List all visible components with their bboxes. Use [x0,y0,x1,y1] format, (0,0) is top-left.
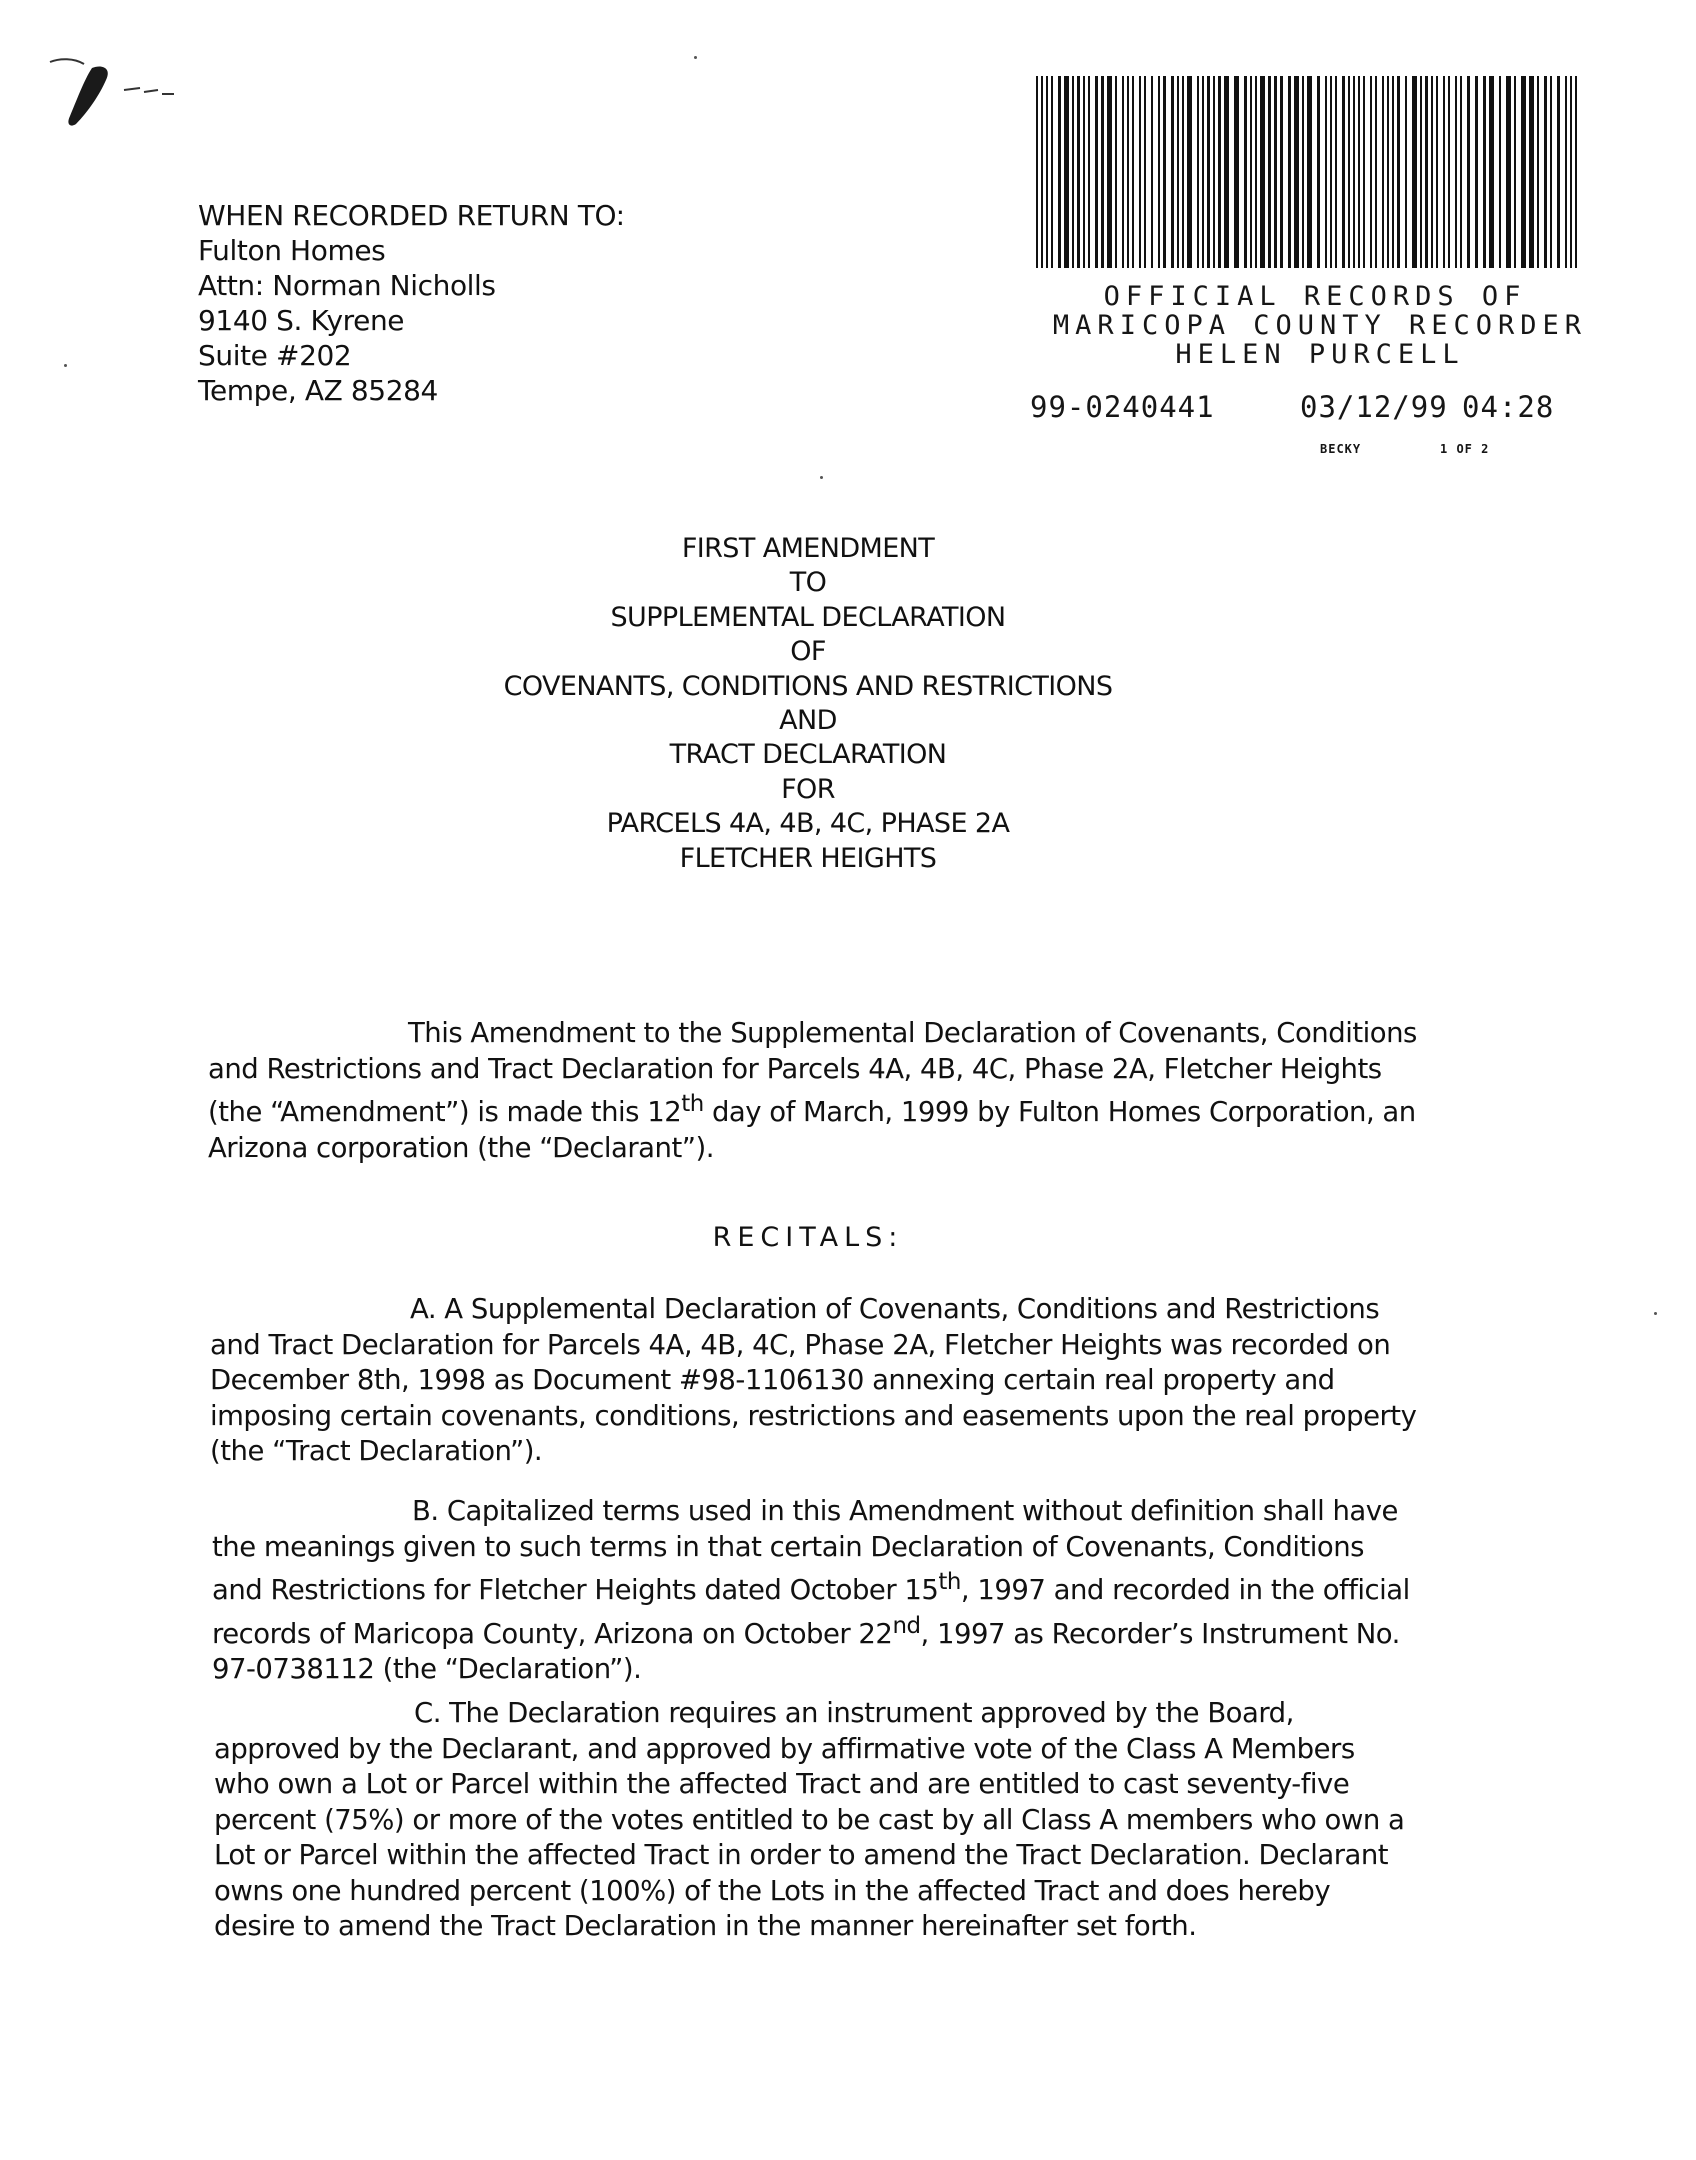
barcode-bar [1431,76,1433,268]
barcode-bar [1370,76,1372,268]
barcode-bar [1392,76,1394,268]
barcode-bar [1088,76,1090,268]
return-line: Fulton Homes [198,234,386,267]
return-line: Tempe, AZ 85284 [198,374,438,407]
clerk-name: BECKY [1320,442,1362,456]
barcode-bar [1448,76,1450,268]
barcode-bar [1358,76,1360,268]
barcode-bar [1353,76,1355,268]
barcode-bar [1213,76,1215,268]
barcode-bar [1405,76,1407,268]
return-line: 9140 S. Kyrene [198,304,405,337]
barcode-bar [1041,76,1043,268]
barcode-bar [1051,76,1053,268]
recorder-line-3: HELEN PURCELL [1175,339,1465,370]
recital-c-text: C. The Declaration requires an instrument approved by the Board, approved by the Declarant, and approved by affirmative vote of the Class A Members who own a Lot or Parcel within the affected Tract and are entitled to cast seventy-five percent (75%) or more of the votes entitled to be cast by all Class A members who own a Lot or Parcel within the affected Tract in order to amend the Tract Declaration. Declarant owns one hundred percent (100%) of the Lots in the affected Tract and does hereby desire to amend the Tract Declaration in the manner hereinafter set forth. [214,1697,1405,1942]
title-line: TO [789,567,827,599]
barcode-bar [1151,76,1153,268]
document-title [398,532,1218,876]
barcode-bar [1420,76,1422,268]
barcode-bar [1475,76,1478,268]
barcode-bar [1218,76,1221,268]
barcode-bar [1550,76,1552,268]
barcode-bar [1072,76,1074,268]
barcode-bar [1244,76,1247,268]
barcode-bar [1307,76,1312,268]
scan-speck [820,476,823,479]
barcode-bar [1250,76,1252,268]
barcode-bar [1499,76,1501,268]
barcode-bar [1557,76,1560,268]
barcode-bar [1514,76,1516,268]
barcode-bar [1234,76,1239,268]
barcode-bar [1575,76,1577,268]
barcode-bar [1483,76,1486,268]
recording-date: 03/12/99 [1300,390,1448,424]
barcode-bar [1325,76,1327,268]
scan-speck [694,56,697,59]
barcode-bar [1107,76,1112,268]
barcode-bar [1467,76,1470,268]
document-number: 99-0240441 [1030,390,1215,424]
barcode-bar [1127,76,1129,268]
barcode-bar [1544,76,1547,268]
barcode-bar [1412,76,1417,268]
title-line: SUPPLEMENTAL DECLARATION [610,601,1006,633]
barcode-bar [1197,76,1199,268]
title-line: FIRST AMENDMENT [681,533,935,564]
barcode-bar [1537,76,1539,268]
title-line: TRACT DECLARATION [669,739,947,771]
barcode-bar [1163,76,1166,268]
barcode-bar [1077,76,1080,268]
barcode-bar [1083,76,1085,268]
scan-speck [64,364,67,367]
barcode-bar [1132,76,1134,268]
barcode-bar [1460,76,1462,268]
recorder-line-1: OFFICIAL RECORDS OF [1103,281,1527,312]
title-line: PARCELS 4A, 4B, 4C, PHASE 2A [606,808,1010,840]
barcode-bar [1363,76,1365,268]
recital-b [212,1494,1418,1688]
barcode-bar [1570,76,1572,268]
barcode-bar [1207,76,1210,268]
barcode-bar [1436,76,1438,268]
barcode-bar [1036,76,1038,268]
barcode-bar [1202,76,1204,268]
intro-text-2: day of March, 1999 by Fulton Homes Corporation, an Arizona corporation (the “Declarant”). [208,1096,1416,1164]
title-line: FOR [781,773,835,805]
barcode-bar [1046,76,1048,268]
barcode-bar [1122,76,1124,268]
recital-b-text-3: , 1997 as Recorder’s Instrument No. 97-0738112 (the “Declaration”). [212,1617,1400,1686]
scan-mark-icon [40,50,180,140]
recital-b-text-1: B. Capitalized terms used in this Amendment without definition shall have the meanings given to such terms in that certain Declaration of Covenants, Conditions and Restrictions for Fletcher Heights dated October 15 [212,1495,1398,1607]
barcode-bar [1187,76,1192,268]
recorder-line-2: MARICOPA COUNTY RECORDER [1052,310,1588,341]
intro-superscript: th [681,1091,704,1117]
barcode-bar [1139,76,1141,268]
title-line: COVENANTS, CONDITIONS AND RESTRICTIONS [503,670,1113,702]
barcode-bar [1095,76,1098,268]
barcode [1034,76,1582,268]
recital-a [210,1292,1418,1470]
barcode-bar [1177,76,1179,268]
barcode-bar [1489,76,1494,268]
barcode-bar [1115,76,1117,268]
barcode-bar [1101,76,1104,268]
title-line: FLETCHER HEIGHTS [679,842,937,874]
barcode-bar [1302,76,1304,268]
barcode-bar [1171,76,1174,268]
return-heading: WHEN RECORDED RETURN TO: [198,199,625,232]
page-count: 1 OF 2 [1440,442,1490,456]
barcode-bar [1182,76,1184,268]
return-line: Suite #202 [198,339,352,372]
recording-time: 04:28 [1462,390,1555,424]
barcode-bar [1058,76,1061,268]
intro-text-1: This Amendment to the Supplemental Declaration of Covenants, Conditions and Restrictions and Tract Declaration for Parcels 4A, 4B, 4C, Phase 2A, Fletcher Heights (the “Amendment”) is made this 12 [208,1017,1417,1129]
barcode-bar [1521,76,1526,268]
recital-a-text: A. A Supplemental Declaration of Covenants, Conditions and Restrictions and Tract Declaration for Parcels 4A, 4B, 4C, Phase 2A, Fletcher Heights was recorded on December 8th, 1998 as Document #98-1106130 annexing certain real property and imposing certain covenants, conditions, restrictions and easements upon the real property (the “Tract Declaration”). [210,1293,1417,1467]
barcode-bar [1255,76,1257,268]
barcode-bar [1443,76,1445,268]
barcode-bar [1425,76,1428,268]
recital-c [214,1696,1418,1945]
barcode-bar [1529,76,1534,268]
barcode-bar [1335,76,1337,268]
barcode-bar [1294,76,1299,268]
barcode-bar [1375,76,1377,268]
barcode-bar [1288,76,1291,268]
barcode-bar [1342,76,1345,268]
barcode-bar [1268,76,1271,268]
title-line: AND [779,705,837,737]
recorder-stamp [1020,281,1620,456]
barcode-bar [1280,76,1283,268]
title-line: OF [790,636,826,668]
barcode-bar [1144,76,1146,268]
barcode-bar [1455,76,1457,268]
barcode-bar [1158,76,1160,268]
barcode-bar [1397,76,1400,268]
barcode-bar [1260,76,1265,268]
barcode-bar [1330,76,1332,268]
recitals-heading: RECITALS: [712,1222,904,1253]
recital-b-text-2: , 1997 and recorded in the official records of Maricopa County, Arizona on October 22 [212,1574,1410,1650]
barcode-bar [1506,76,1511,268]
barcode-bar [1064,76,1069,268]
scan-speck [1654,1312,1657,1315]
recital-b-superscript-1: th [938,1569,961,1595]
barcode-bar [1565,76,1567,268]
barcode-bar [1382,76,1384,268]
intro-paragraph [208,1016,1418,1166]
barcode-bar [1224,76,1229,268]
return-line: Attn: Norman Nicholls [198,269,496,302]
barcode-bar [1274,76,1277,268]
recital-b-superscript-2: nd [892,1612,921,1639]
return-address-block [198,198,625,408]
barcode-bar [1387,76,1389,268]
barcode-bar [1348,76,1350,268]
barcode-bar [1317,76,1320,268]
